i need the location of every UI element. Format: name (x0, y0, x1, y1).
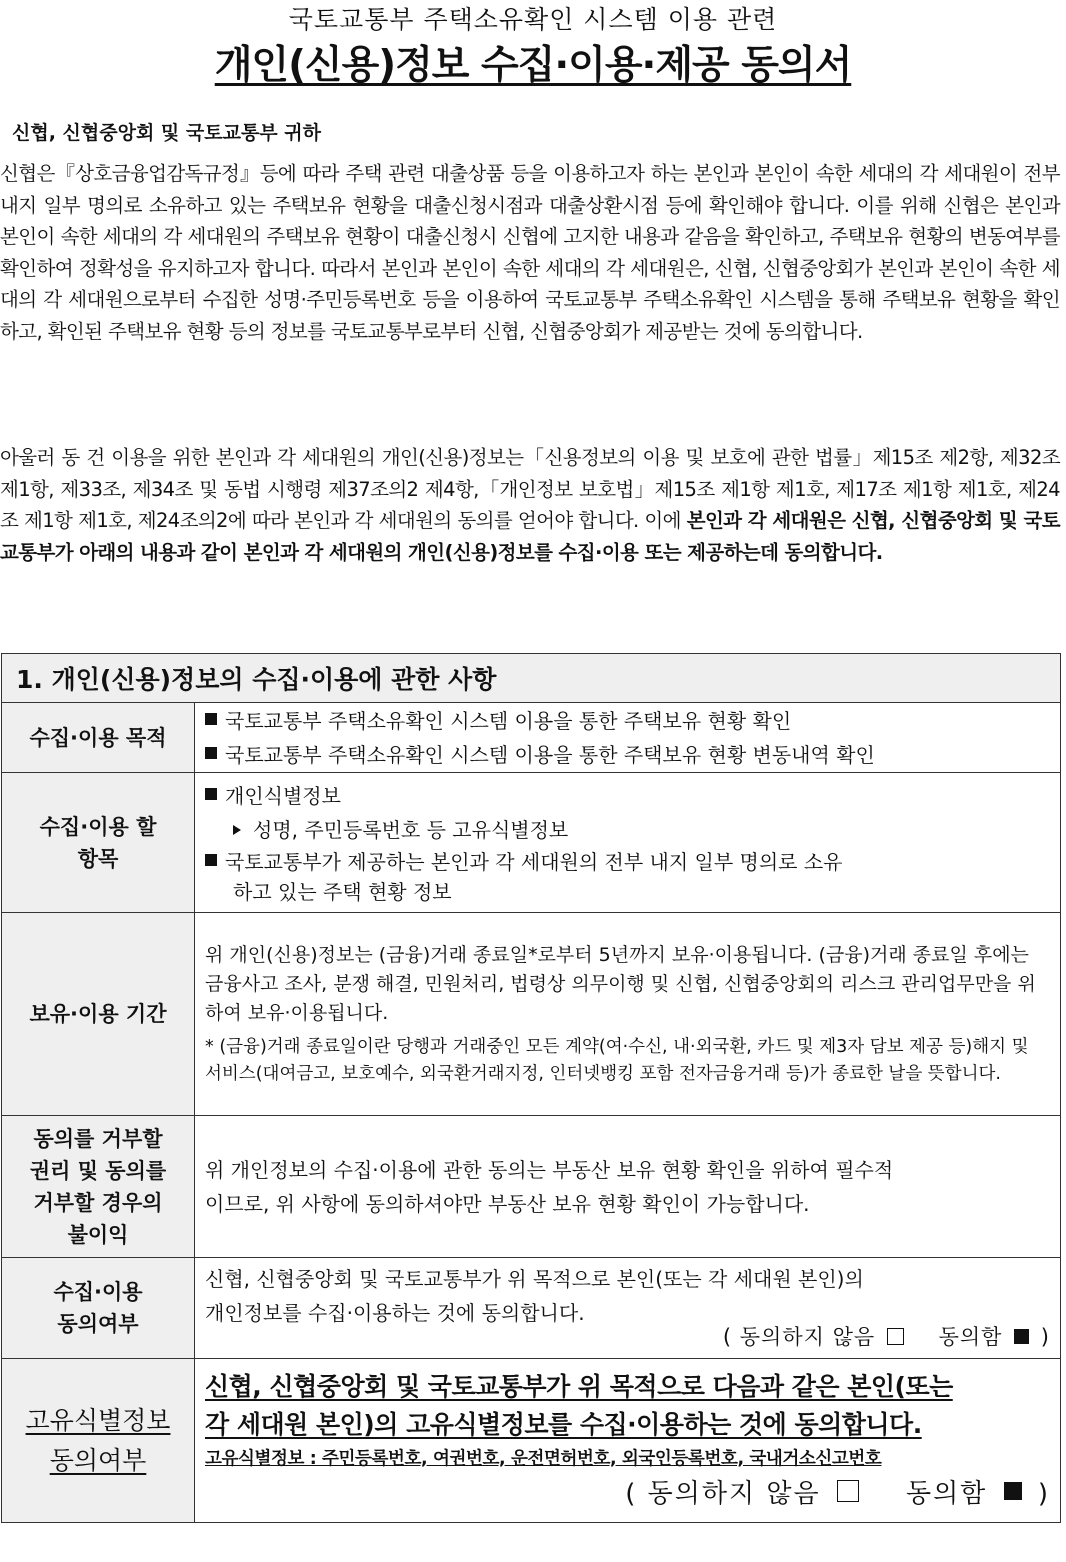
disagree-checkbox[interactable] (887, 1328, 904, 1345)
unique-id-choice: ( 동의하지 않음 동의함 ) (625, 1478, 1050, 1509)
agree-checkbox[interactable] (1014, 1329, 1029, 1344)
period-label: 보유·이용 기간 (2, 913, 195, 1116)
triangle-bullet-icon (233, 825, 241, 835)
purpose-item-2: 국토교통부 주택소유확인 시스템 이용을 통한 주택보유 현황 변동내역 확인 (205, 738, 1050, 772)
items-entry-2: 국토교통부가 제공하는 본인과 각 세대원의 전부 내지 일부 명의로 소유 (205, 847, 1050, 877)
items-entry-1-sub: 성명, 주민등록번호 등 고유식별정보 (205, 813, 1050, 847)
period-text: 위 개인(신용)정보는 (금융)거래 종료일*로부터 5년까지 보유·이용됩니다. (금융)거래 종료일 후에는 금융사고 조사, 분쟁 해결, 민원처리, 법령상 의무이행 및 신협, 신협중앙회의 리스크 관리업무만을 위하여 보유·이용됩니다. (205, 943, 1036, 1024)
square-bullet-icon (205, 747, 217, 759)
unique-id-agree-checkbox[interactable] (1004, 1482, 1022, 1500)
consent-choice: ( 동의하지 않음 동의함 ) (722, 1325, 1050, 1349)
items-label: 수집·이용 할 항목 (2, 773, 195, 913)
consent-cell: 신협, 신협중앙회 및 국토교통부가 위 목적으로 본인(또는 각 세대원 본인)의 개인정보를 수집·이용하는 것에 동의합니다. ( 동의하지 않음 동의함 ) (195, 1258, 1061, 1359)
items-entry-1: 개인식별정보 (205, 779, 1050, 813)
intro-paragraph-2-text: 아울러 동 건 이용을 위한 본인과 각 세대원의 개인(신용)정보는「신용정보의 이용 및 보호에 관한 법률」제15조 제2항, 제32조 제1항, 제33조, 제34조 및 동법 시행령 제37조의2 제4항,「개인정보 보호법」제15조 제1항 제1호, 제17조 제1항 제1호, 제24조 제1항 제1호, 제24조의2에 따라 본인과 각 세대원의 동의를 얻어야 합니다. 이에 (0, 446, 1060, 532)
intro-paragraph-1: 신협은『상호금융업감독규정』등에 따라 주택 관련 대출상품 등을 이용하고자 하는 본인과 본인이 속한 세대의 각 세대원이 전부 내지 일부 명의로 소유하고 있는 주택보유 현황을 대출신청시점과 대출상환시점 등에 확인해야 합니다. 이를 위해 신협은 본인과 본인이 속한 세대의 각 세대원의 주택보유 현황이 대출신청시 신협에 고지한 내용과 같음을 확인하고, 주택보유 현황의 변동여부를 확인하여 정확성을 유지하고자 합니다. 따라서 본인과 본인이 속한 세대의 각 세대원은, 신협, 신협중앙회가 본인과 본인이 속한 세대의 각 세대원으로부터 수집한 성명·주민등록번호 등을 이용하여 국토교통부 주택소유확인 시스템을 통해 주택보유 현황을 확인하고, 확인된 주택보유 현황 등의 정보를 국토교통부로부터 신협, 신협중앙회가 제공받는 것에 동의합니다. (0, 162, 1060, 343)
unique-id-disagree-checkbox[interactable] (837, 1480, 859, 1502)
document-subtitle: 국토교통부 주택소유확인 시스템 이용 관련 (288, 5, 778, 34)
document-title: 개인(신용)정보 수집·이용·제공 동의서 (214, 43, 852, 88)
consent-table (1, 653, 1061, 1523)
purpose-label: 수집·이용 목적 (2, 703, 195, 773)
square-bullet-icon (205, 788, 217, 800)
intro-paragraph-2-bold: 본인과 각 세대원은 신협, 신협중앙회 및 국토교통부가 아래의 내용과 같이 본인과 각 세대원의 개인(신용)정보를 수집·이용 또는 제공하는데 동의합니다. (0, 509, 1060, 564)
refusal-cell: 위 개인정보의 수집·이용에 관한 동의는 부동산 보유 현황 확인을 위하여 필수적 이므로, 위 사항에 동의하셔야만 부동산 보유 현황 확인이 가능합니다. (195, 1116, 1061, 1258)
addressee: 신협, 신협중앙회 및 국토교통부 귀하 (12, 122, 321, 144)
period-note: * (금융)거래 종료일이란 당행과 거래중인 모든 계약(여·수신, 내·외국환, 카드 및 제3자 담보 제공 등)해지 및 서비스(대여금고, 보호예수, 외국환거래지정, 인터넷뱅킹 포함 전자금융거래 등)가 종료한 날을 뜻합니다. (205, 1036, 1029, 1084)
items-entry-2-cont: 하고 있는 주택 현황 정보 (233, 879, 452, 904)
square-bullet-icon (205, 854, 217, 866)
section-heading: 1. 개인(신용)정보의 수집·이용에 관한 사항 (2, 654, 1061, 703)
unique-id-label: 고유식별정보 동의여부 (2, 1359, 195, 1523)
consent-label: 수집·이용 동의여부 (2, 1258, 195, 1359)
refusal-label: 동의를 거부할 권리 및 동의를 거부할 경우의 불이익 (2, 1116, 195, 1258)
period-cell (195, 913, 1061, 1116)
items-cell (195, 773, 1061, 913)
purpose-item-1: 국토교통부 주택소유확인 시스템 이용을 통한 주택보유 현황 확인 (205, 704, 1050, 738)
intro-paragraph-2 (0, 442, 1060, 568)
unique-id-cell: 신협, 신협중앙회 및 국토교통부가 위 목적으로 다음과 같은 본인(또는 각 세대원 본인)의 고유식별정보를 수집·이용하는 것에 동의합니다. 고유식별정보 : 주민등록번호, 여권번호, 운전면허번호, 외국인등록번호, 국내거소신고번호 ( 동의하지 않음 동의함 ) (195, 1359, 1061, 1523)
purpose-cell (195, 703, 1061, 773)
unique-id-list: 고유식별정보 : 주민등록번호, 여권번호, 운전면허번호, 외국인등록번호, 국내거소신고번호 (205, 1448, 882, 1469)
square-bullet-icon (205, 713, 217, 725)
